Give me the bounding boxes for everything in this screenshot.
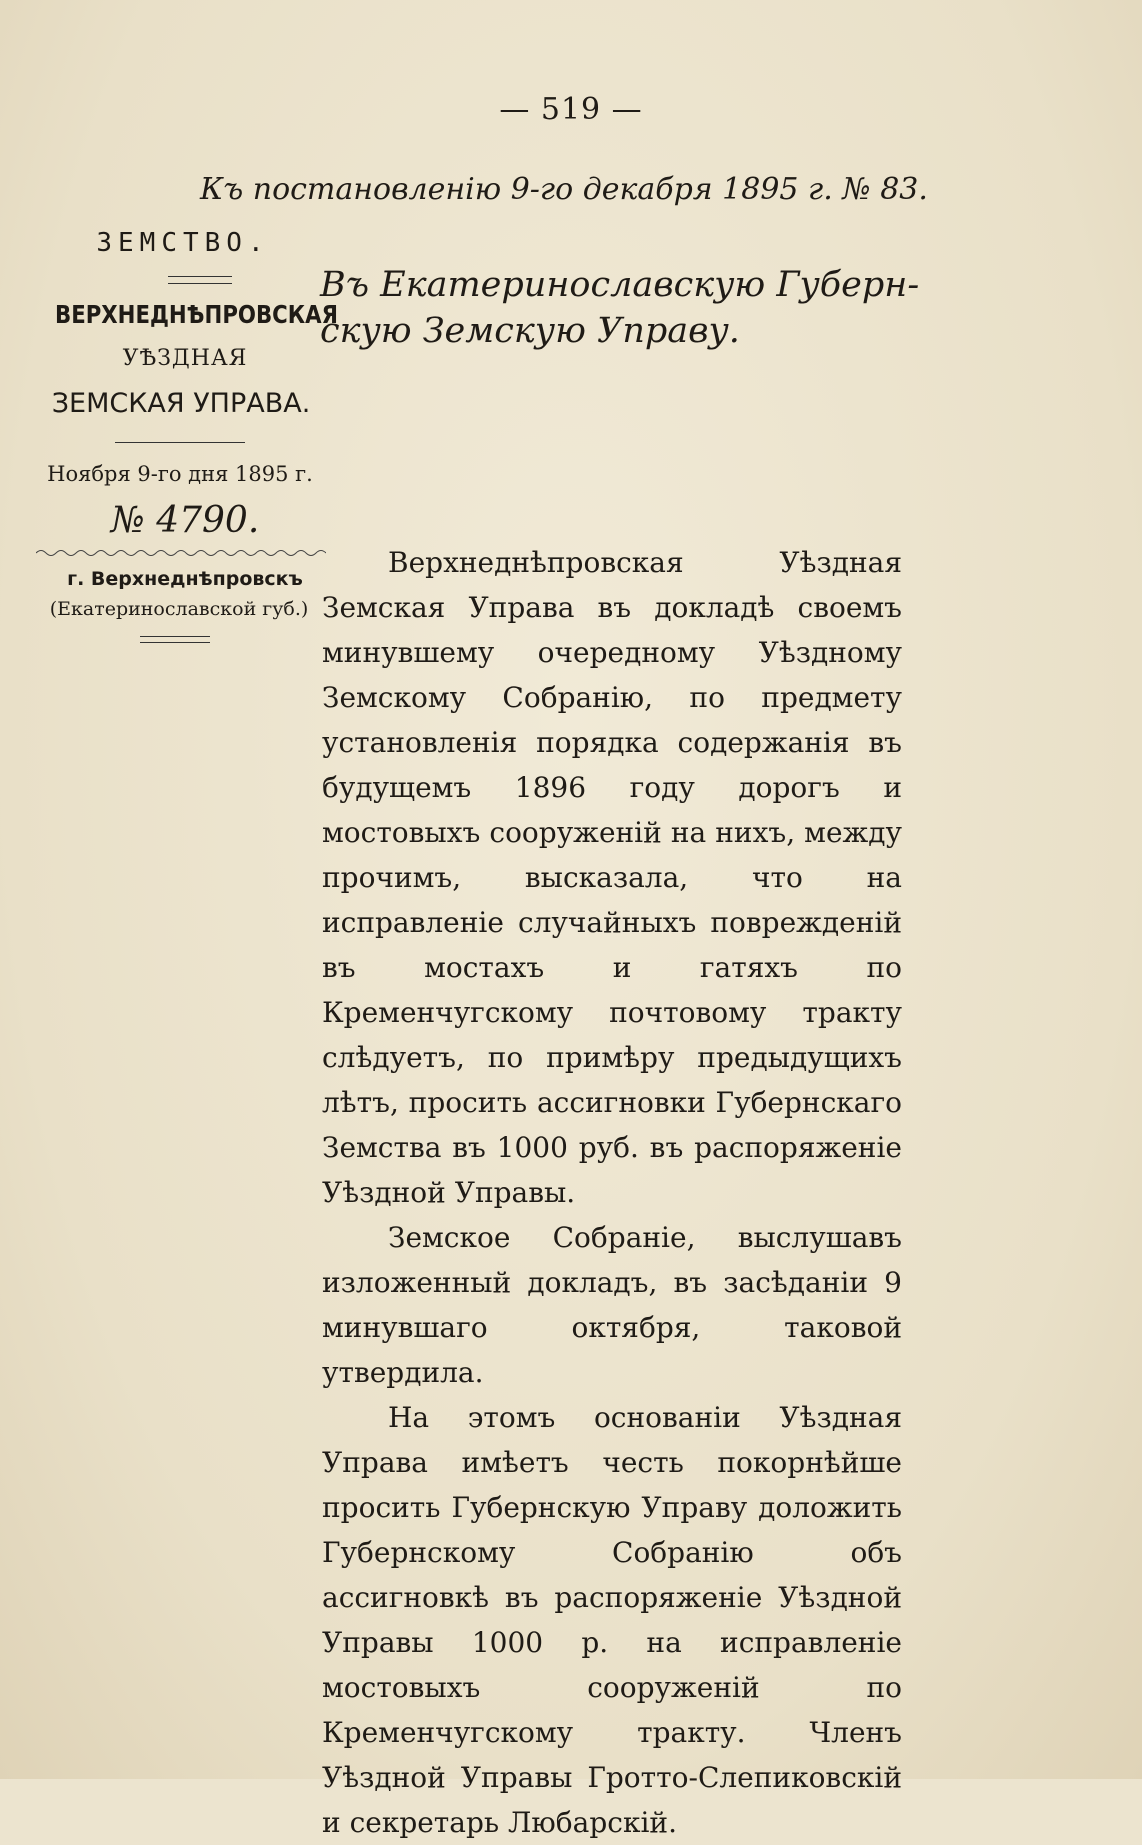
letterhead-divider <box>115 442 245 443</box>
letterhead-divider <box>168 276 232 284</box>
page-number: — 519 — <box>499 92 643 127</box>
body-paragraph-1: Верхнеднѣпровская Уѣздная Земская Управа въ докладѣ своемъ минувшему очередному Уѣздному Земскому Собранію, по предмету установленія порядка содержанія въ будущемъ 1896 году дорогъ и мостовыхъ сооруженій на нихъ, между прочимъ, высказала, что на исправленіе случайныхъ поврежденій въ мостахъ и гатяхъ по Кременчугскому почтовому тракту слѣдуетъ, по примѣру предыдущихъ лѣтъ, просить ассигновки Губернскаго Земства въ 1000 руб. въ распоряженіе Уѣздной Управы. <box>322 546 902 1209</box>
letterhead-gubernia: (Екатеринославской губ.) <box>49 598 309 620</box>
addressee-line-2: скую Земскую Управу. <box>320 311 740 351</box>
body-paragraph-2: Земское Собраніе, выслушавъ изложенный докладъ, въ засѣданіи 9 минувшаго октября, таковой утвердила. <box>322 1221 902 1389</box>
letterhead-divider <box>140 636 210 643</box>
wavy-divider <box>36 548 326 558</box>
letterhead-town: г. Верхнеднѣпровскъ <box>67 568 303 590</box>
letter-number: № 4790. <box>110 500 260 541</box>
body-paragraph-3: На этомъ основаніи Уѣздная Управа имѣетъ честь покорнѣйше просить Губернскую Управу доложить Губернскому Собранію объ ассигновкѣ въ распоряженіе Уѣздной Управы 1000 р. на исправленіе мостовыхъ сооруженій по Кременчугскому тракту. Членъ Уѣздной Управы Гротто-Слепиковскій и секретарь Любарскій. <box>322 1401 902 1839</box>
resolution-reference: Къ постановленію 9-го декабря 1895 г. № 83. <box>200 172 928 207</box>
letterhead-zemstvo: ЗЕМСТВО. <box>96 228 270 258</box>
letterhead-uprava: ЗЕМСКАЯ УПРАВА. <box>51 388 311 419</box>
addressee-line-1: Въ Екатеринославскую Губерн- <box>320 265 920 305</box>
letterhead-district: ВЕРХНЕДНѢПРОВСКАЯ <box>55 300 338 329</box>
letterhead-uezdnaya: УѢЗДНАЯ <box>122 346 248 371</box>
letter-body <box>322 540 902 1845</box>
letter-date: Ноября 9-го дня 1895 г. <box>47 462 313 486</box>
